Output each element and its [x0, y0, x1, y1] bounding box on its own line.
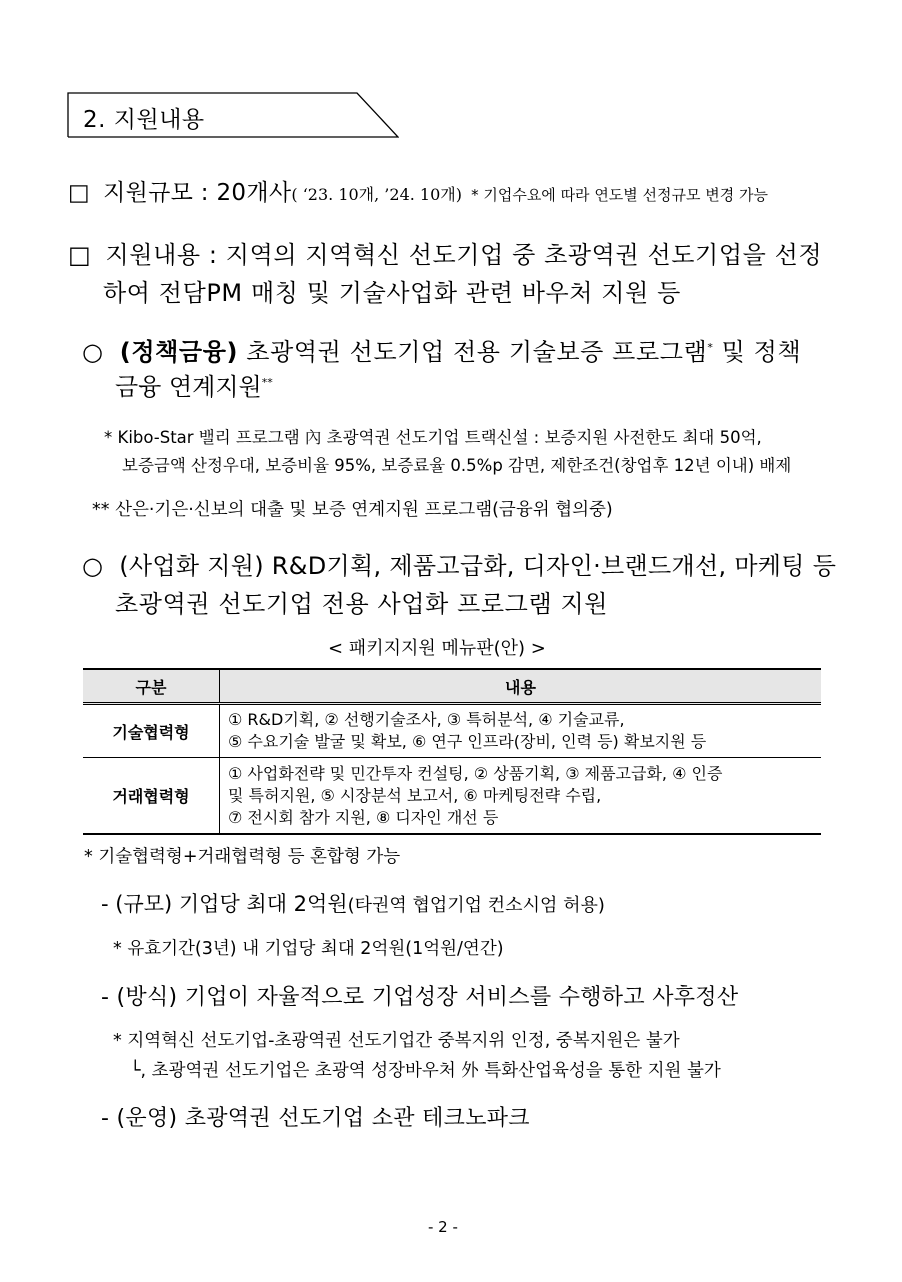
table-header-category: 구분 — [83, 669, 220, 704]
finance-note-1-line-1: * Kibo-Star 밸리 프로그램 內 초광역권 선도기업 트랙신설 : 보증지원 사전한도 최대 50억, — [104, 428, 762, 447]
commercial-line-1 — [82, 546, 836, 581]
finance-line-2 — [115, 367, 273, 402]
finance-line-1 — [82, 332, 801, 367]
table-row — [83, 758, 821, 835]
table-caption: < 패키지지원 메뉴판(안) > — [328, 638, 546, 659]
content-line-2: 하여 전담PM 매칭 및 기술사업화 관련 바우처 지원 등 — [103, 279, 681, 307]
content-text-1: 지원내용 : 지역의 지역혁신 선도기업 중 초광역권 선도기업을 선정 — [105, 241, 823, 269]
table-cell-line: 및 특허지원, ⑤ 시장분석 보고서, ⑥ 마케팅전략 수립, — [228, 785, 602, 805]
scale-note: * 기업수요에 따라 연도별 선정규모 변경 가능 — [471, 186, 769, 204]
table-cell-line: ⑦ 전시회 참가 지원, ⑧ 디자인 개선 등 — [228, 807, 499, 827]
scale-detail-text: - (규모) 기업당 최대 2억원 — [101, 892, 348, 916]
table-cell-category: 기술협력형 — [83, 704, 220, 758]
table-header-row — [83, 669, 821, 704]
scale-detail-paren: (타권역 협업기업 컨소시엄 허용) — [347, 895, 605, 916]
method-note-2: └, 초광역권 선도기업은 초광역 성장바우처 外 특화산업육성을 통한 지원 불가 — [130, 1061, 721, 1081]
content-bullet: □ — [68, 241, 92, 269]
finance-text-2: 금융 연계지원 — [115, 373, 262, 401]
section-header — [67, 92, 399, 138]
table-note: * 기술협력형+거래협력형 등 혼합형 가능 — [84, 847, 401, 867]
finance-note-2: ** 산은·기은·신보의 대출 및 보증 연계지원 프로그램(금융위 협의중) — [92, 500, 613, 520]
scale-detail: ( ‘23. 10개, ’24. 10개) — [291, 185, 462, 204]
commercial-bullet: ○ — [82, 552, 104, 580]
package-menu-table — [83, 668, 821, 835]
commercial-text-1: (사업화 지원) R&D기획, 제품고급화, 디자인·브랜드개선, 마케팅 등 — [119, 552, 837, 580]
scale-detail-line — [101, 888, 605, 918]
table-header-content: 내용 — [220, 669, 822, 704]
finance-note-1-line-2: 보증금액 산정우대, 보증비율 95%, 보증료율 0.5%p 감면, 제한조건(창업후 12년 이내) 배제 — [122, 456, 792, 475]
table-cell-line: ⑤ 수요기술 발굴 및 확보, ⑥ 연구 인프라(장비, 인력 등) 확보지원 등 — [228, 732, 707, 751]
finance-text-1: 초광역권 선도기업 전용 기술보증 프로그램 — [238, 338, 708, 366]
finance-sup-2: ** — [261, 376, 273, 389]
page-number: - 2 - — [428, 1218, 458, 1236]
finance-sup-1: * — [707, 341, 714, 354]
scale-detail-note: * 유효기간(3년) 내 기업당 최대 2억원(1억원/연간) — [113, 939, 504, 959]
table-cell-content — [220, 704, 822, 758]
section-title: 2. 지원내용 — [83, 107, 205, 133]
finance-text-1-end: 및 정책 — [713, 338, 802, 366]
table-cell-content — [220, 758, 822, 835]
method-note-1: * 지역혁신 선도기업-초광역권 선도기업간 중복지위 인정, 중복지원은 불가 — [113, 1031, 680, 1051]
table-cell-category: 거래협력형 — [83, 758, 220, 835]
scale-bullet: □ — [68, 180, 91, 206]
commercial-line-2: 초광역권 선도기업 전용 사업화 프로그램 지원 — [115, 590, 609, 618]
scale-line — [68, 174, 768, 207]
scale-text: 지원규모 : 20개사 — [103, 180, 292, 206]
finance-tag: (정책금융) — [119, 338, 239, 366]
table-cell-line: ① 사업화전략 및 민간투자 컨설팅, ② 상품기획, ③ 제품고급화, ④ 인증 — [228, 763, 723, 783]
content-line-1 — [68, 235, 822, 270]
finance-bullet: ○ — [82, 338, 104, 366]
operation-line: - (운영) 초광역권 선도기업 소관 테크노파크 — [101, 1106, 530, 1131]
method-line: - (방식) 기업이 자율적으로 기업성장 서비스를 수행하고 사후정산 — [101, 985, 739, 1010]
table-cell-line: ① R&D기획, ② 선행기술조사, ③ 특허분석, ④ 기술교류, — [228, 710, 625, 729]
table-row — [83, 704, 821, 758]
